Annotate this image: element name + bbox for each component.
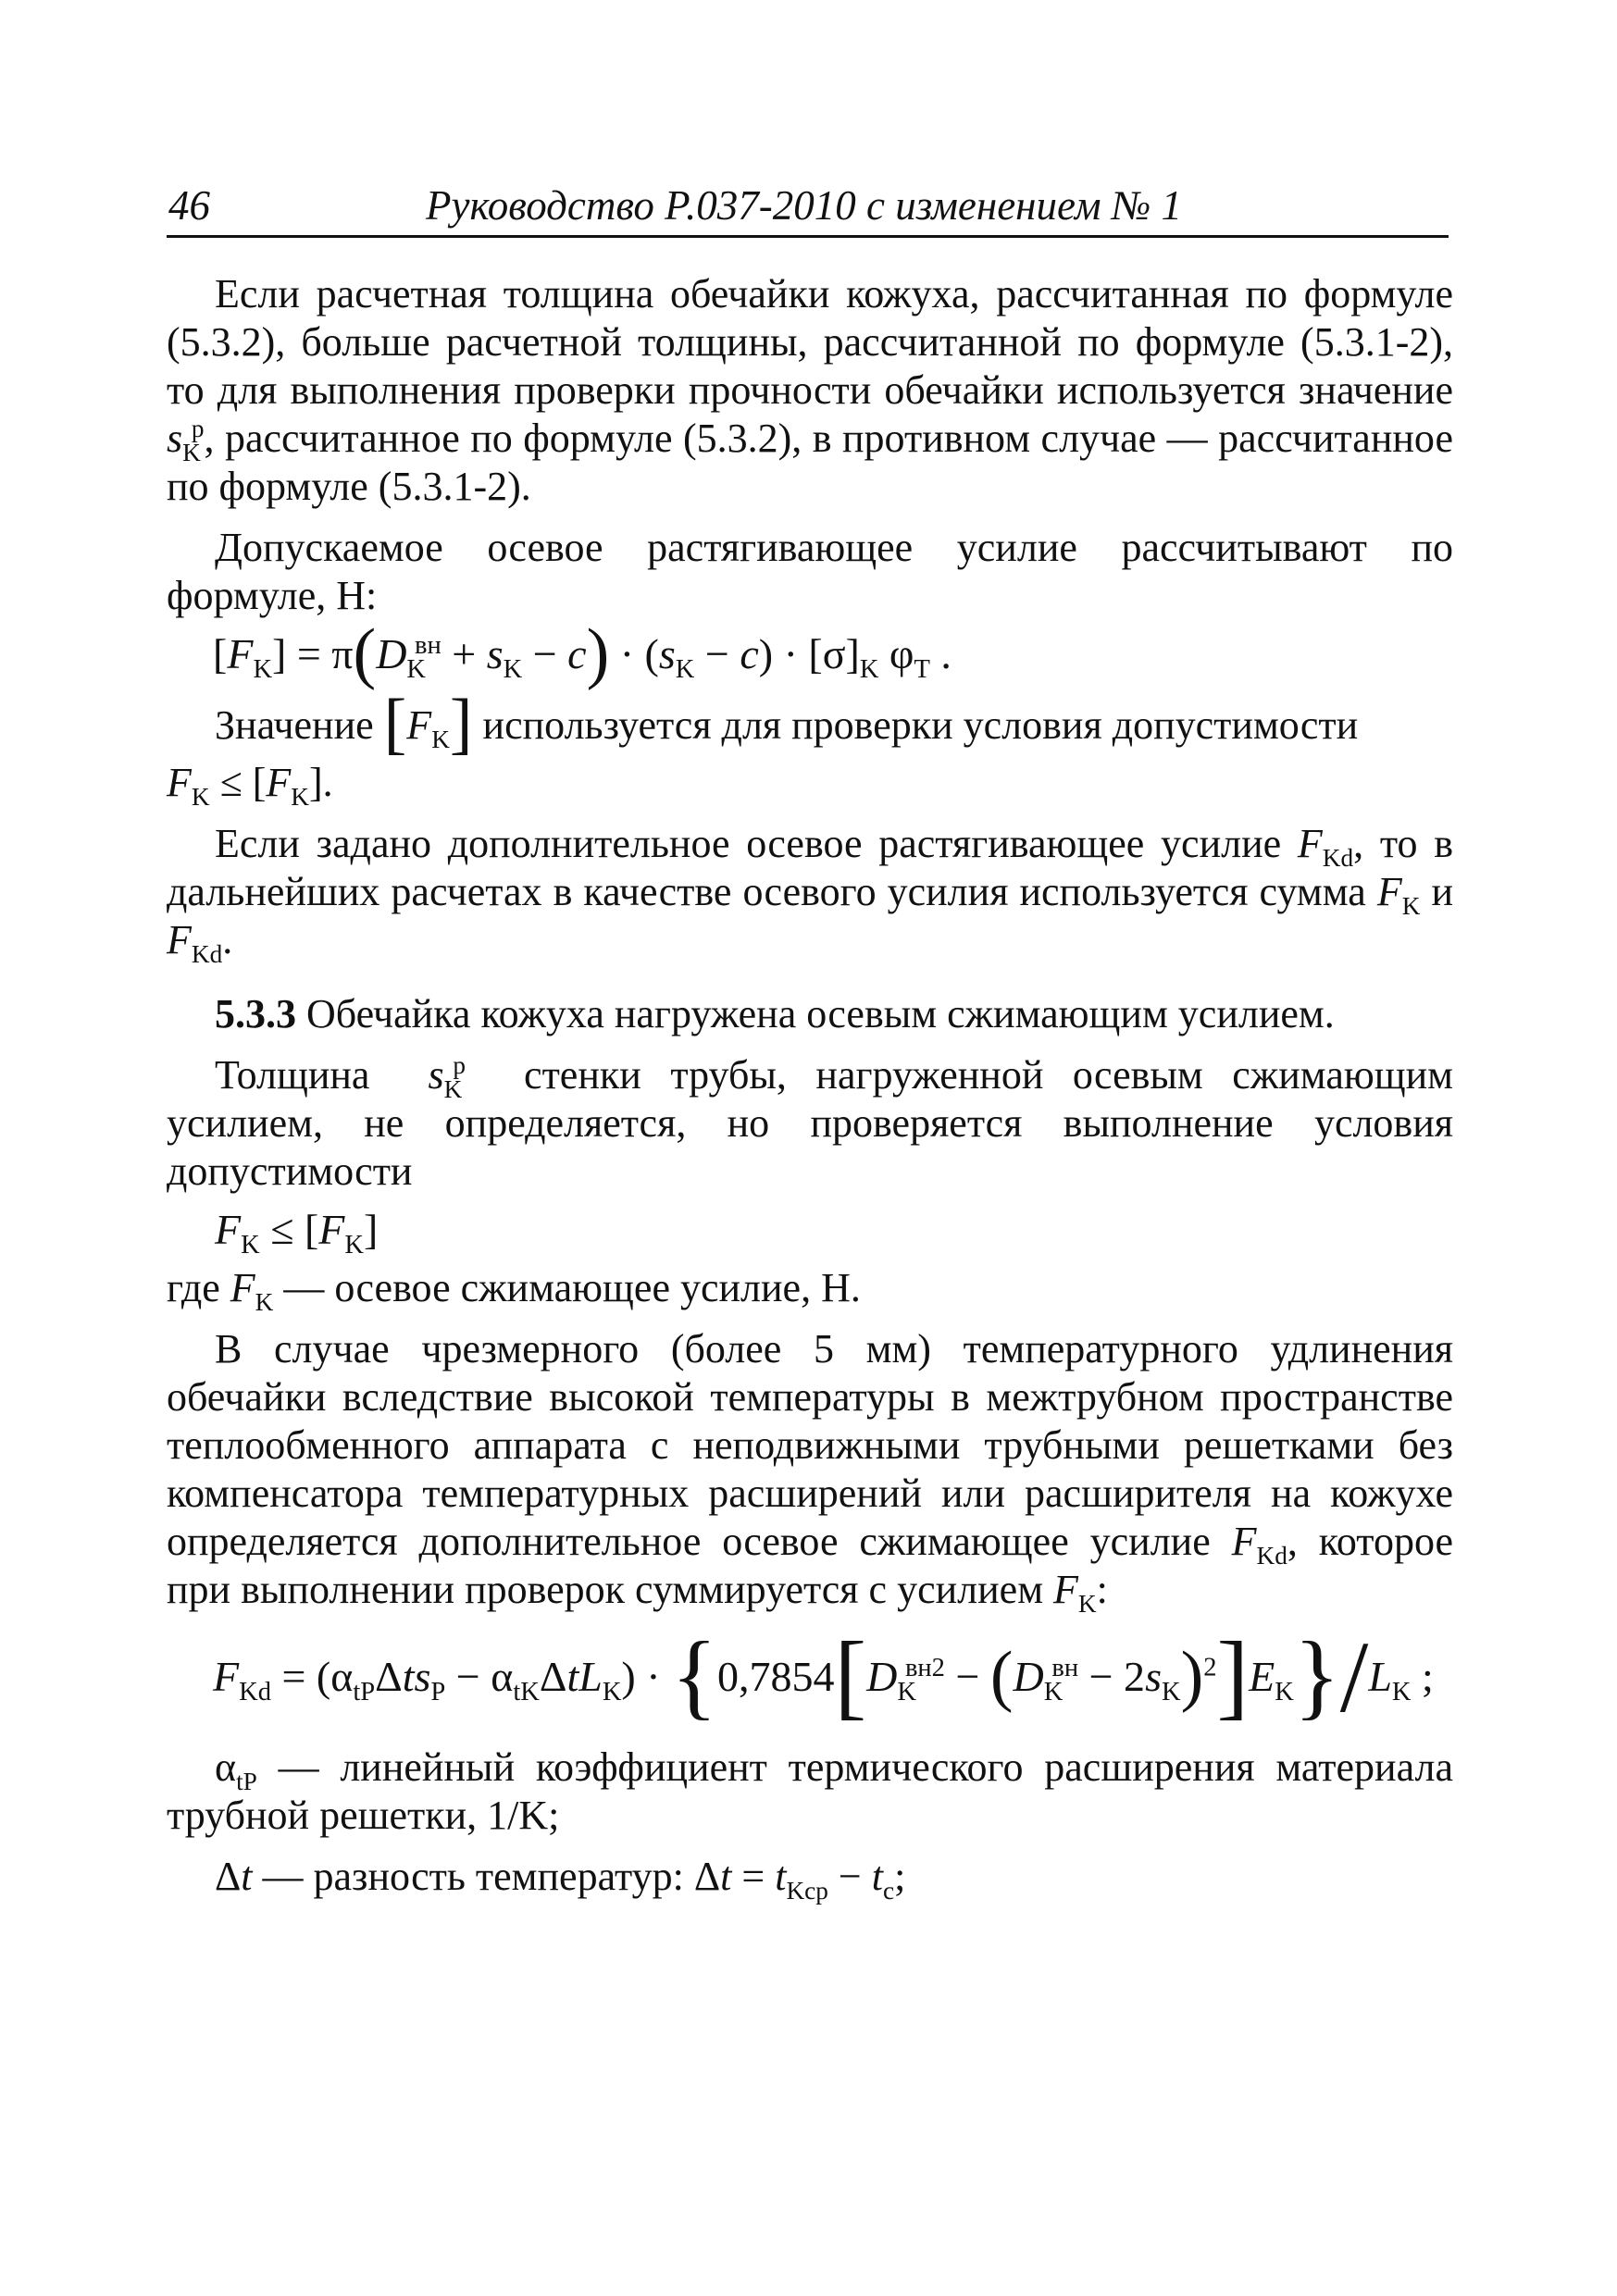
section-heading: 5.3.3 Обечайка кожуха нагружена осевым сжимающим усилием. bbox=[215, 991, 1335, 1036]
page-number: 46 bbox=[168, 182, 210, 229]
paragraph: Значение $[F_K]$ используется для проверки условия допустимости bbox=[215, 686, 1359, 762]
paragraph: Если задано дополнительное осевое растягивающее усилие $F_{Kd}$, то в дальнейших расчетах в качестве осевого усилия используется сумма $F_K$ и $F_{Kd}$. bbox=[167, 821, 1454, 968]
paragraph: В случае чрезмерного (более 5 мм) температурного удлинения обечайки вследствие высокой температуры в межтрубном пространстве теплообменного аппарата с неподвижными трубными решетками без компенсатора температурных расширений или расширителя на кожухе определяется дополнительное осевое сжимающее усилие $F_{Kd}$, которое при выполнении проверок суммируется с усилием $F_K$: bbox=[167, 1326, 1454, 1618]
page-body bbox=[167, 270, 1454, 1905]
paragraph: Толщина $s_K^р$ стенки трубы, нагруженной осевым сжимающим усилием, не определяется, но проверяется выполнение условия допустимости bbox=[167, 1051, 1453, 1194]
running-title: Руководство Р.037-2010 с изменением № 1 bbox=[426, 182, 1183, 229]
formula-additional-compressive-force: $F_{Kd} = (\alpha_{tP}\Delta ts_P - \alpha_{tK}\Delta tL_K) \cdot \{0,7854[D_K^{вн2} - (D_K^{вн} - 2s_K)^2]E_K\}/L_K$ ; bbox=[213, 1620, 1434, 1733]
formula-condition: $F_K \le [F_K]$ bbox=[215, 1206, 379, 1260]
paragraph: $\alpha_{tP}$ — линейный коэффициент термического расширения материала трубной решетки, 1/K; bbox=[167, 1744, 1453, 1838]
paragraph: где $F_K$ — осевое сжимающее усилие, Н. bbox=[167, 1265, 861, 1316]
formula-allowable-tensile-force: $[F_K] = \pi(D_K^{вн} + s_K - c) \cdot (s_K - c) \cdot [\sigma]_K$ $\varphi_T$ . bbox=[213, 615, 952, 691]
paragraph: Если расчетная толщина обечайки кожуха, рассчитанная по формуле (5.3.2), больше расчетной толщины, рассчитанной по формуле (5.3.1-2), то для выполнения проверки прочности обечайки используется значение $s_K^р$, рассчитанное по формуле (5.3.2), в противном случае — рассчитанное по формуле (5.3.1-2). bbox=[167, 271, 1453, 509]
formula-inline: $F_K \le [F_K]$. bbox=[167, 760, 333, 811]
page-header bbox=[167, 181, 1449, 238]
paragraph: Допускаемое осевое растягивающее усилие рассчитывают по формуле, Н: bbox=[167, 525, 1453, 618]
paragraph: Δt — разность температур: $\Delta t = t_{Kcp} - t_c$; bbox=[215, 1854, 906, 1905]
